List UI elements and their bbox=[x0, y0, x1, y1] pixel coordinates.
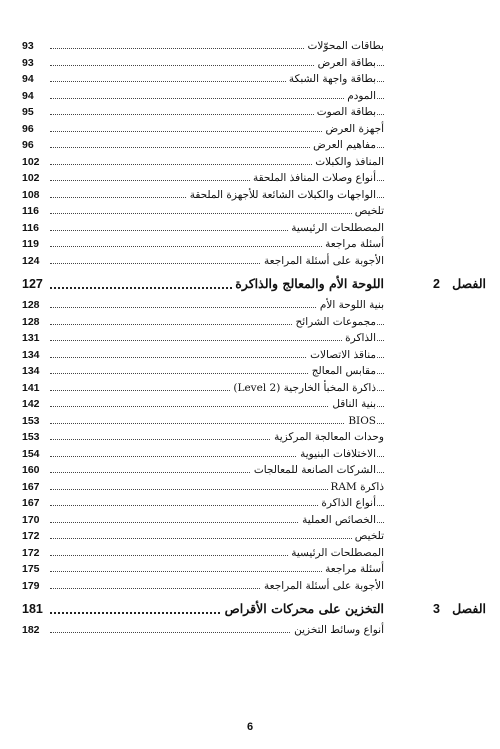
entry-page-number: 94 bbox=[22, 73, 34, 85]
toc-entry bbox=[22, 297, 482, 314]
toc-entry bbox=[22, 396, 482, 413]
entry-page-number: 172 bbox=[22, 530, 40, 542]
entry-title: أنواع وسائط التخزين bbox=[291, 622, 384, 638]
entry-title: أسئلة مراجعة bbox=[322, 236, 384, 252]
toc-entry bbox=[22, 446, 482, 463]
entry-title: الشركات الصانعة للمعالجات bbox=[251, 462, 376, 478]
entry-title: المصطلحات الرئيسية bbox=[288, 545, 384, 561]
entry-page-number: 175 bbox=[22, 563, 40, 575]
dot-leader bbox=[50, 213, 384, 214]
toc-entry bbox=[22, 137, 482, 154]
toc-entry bbox=[22, 104, 482, 121]
entry-title: BIOS bbox=[345, 413, 376, 429]
entry-page-number: 108 bbox=[22, 188, 40, 201]
toc-entry bbox=[22, 578, 482, 595]
entry-title: الخصائص العملية bbox=[299, 512, 376, 528]
entry-page-number: 116 bbox=[22, 205, 39, 217]
chapter-label: الفصل bbox=[452, 276, 486, 291]
entry-page-number: 179 bbox=[22, 579, 40, 592]
chapter-number: 2 bbox=[433, 277, 440, 291]
toc-entry bbox=[22, 363, 482, 380]
entry-title: الذاكرة bbox=[342, 330, 376, 346]
entry-title: بنية اللوحة الأم bbox=[317, 297, 384, 313]
entry-page-number: 154 bbox=[22, 447, 40, 460]
toc-entry bbox=[22, 479, 482, 496]
toc-chapter-entry bbox=[22, 273, 486, 297]
toc-chapter-entry bbox=[22, 598, 486, 622]
dot-leader bbox=[50, 98, 384, 99]
entry-title: ذاكرة المخبأ الخارجية (Level 2) bbox=[230, 380, 376, 396]
entry-page-number: 124 bbox=[22, 254, 40, 267]
entry-page-number: 128 bbox=[22, 315, 40, 328]
page-number: 6 bbox=[246, 721, 254, 733]
chapter-number: 3 bbox=[433, 602, 440, 616]
chapter-title: اللوحة الأم والمعالج والذاكرة bbox=[232, 273, 384, 295]
entry-page-number: 153 bbox=[22, 431, 40, 443]
entry-page-number: 119 bbox=[22, 238, 39, 250]
entry-title: الأجوبة على أسئلة المراجعة bbox=[261, 253, 384, 269]
dot-leader bbox=[50, 423, 384, 424]
toc-entry bbox=[22, 380, 482, 397]
entry-page-number: 167 bbox=[22, 480, 40, 493]
entry-title: بطاقة العرض bbox=[315, 55, 376, 71]
entry-title: أسئلة مراجعة bbox=[322, 561, 384, 577]
toc-entry bbox=[22, 561, 482, 578]
toc-entry bbox=[22, 330, 482, 347]
entry-title: أنواع وصلات المنافذ الملحقة bbox=[250, 170, 376, 186]
chapter-title: التخزين على محركات الأقراص bbox=[222, 598, 384, 620]
entry-page-number: 141 bbox=[22, 381, 40, 394]
toc-entry bbox=[22, 38, 482, 55]
toc-entry bbox=[22, 413, 482, 430]
entry-title: مفاهيم العرض bbox=[310, 137, 376, 153]
toc-entry bbox=[22, 512, 482, 529]
dot-leader bbox=[50, 538, 384, 539]
entry-page-number: 93 bbox=[22, 56, 34, 69]
entry-page-number: 160 bbox=[22, 464, 40, 476]
entry-page-number: 134 bbox=[22, 348, 40, 361]
entry-page-number: 153 bbox=[22, 414, 40, 427]
entry-page-number: 128 bbox=[22, 299, 40, 311]
entry-title: الواجهات والكبلات الشائعة للأجهزة الملحقة bbox=[187, 187, 376, 203]
entry-page-number: 142 bbox=[22, 398, 40, 410]
toc-entry bbox=[22, 187, 482, 204]
entry-page-number: 181 bbox=[22, 602, 43, 616]
entry-page-number: 102 bbox=[22, 155, 40, 168]
toc-entry bbox=[22, 253, 482, 270]
entry-page-number: 131 bbox=[22, 332, 40, 344]
entry-title: المنافذ والكبلات bbox=[312, 154, 384, 170]
toc-entry bbox=[22, 154, 482, 171]
entry-title: الاختلافات البنيوية bbox=[297, 446, 376, 462]
entry-page-number: 167 bbox=[22, 497, 40, 509]
toc-entry bbox=[22, 71, 482, 88]
entry-page-number: 95 bbox=[22, 106, 34, 118]
entry-page-number: 127 bbox=[22, 277, 43, 291]
entry-page-number: 94 bbox=[22, 89, 34, 102]
toc-entry bbox=[22, 347, 482, 364]
toc-entry bbox=[22, 55, 482, 72]
entry-page-number: 182 bbox=[22, 624, 40, 636]
toc-entry bbox=[22, 170, 482, 187]
toc-entry bbox=[22, 203, 482, 220]
entry-title: بطاقة الصوت bbox=[314, 104, 376, 120]
entry-title: تلخيص bbox=[352, 203, 384, 219]
entry-title: مقابس المعالج bbox=[309, 363, 376, 379]
entry-page-number: 116 bbox=[22, 221, 39, 234]
entry-page-number: 134 bbox=[22, 365, 40, 377]
entry-page-number: 102 bbox=[22, 172, 40, 184]
entry-title: بنية الناقل bbox=[329, 396, 376, 412]
toc-entry bbox=[22, 88, 482, 105]
entry-title: بطاقات المحوّلات bbox=[305, 38, 384, 54]
toc-entry bbox=[22, 220, 482, 237]
entry-title: وحدات المعالجة المركزية bbox=[271, 429, 384, 445]
entry-title: مناقذ الاتصالات bbox=[307, 347, 376, 363]
entry-page-number: 96 bbox=[22, 139, 34, 151]
toc-entry bbox=[22, 545, 482, 562]
toc-entry bbox=[22, 121, 482, 138]
toc-entry bbox=[22, 622, 482, 639]
toc-list bbox=[22, 38, 486, 639]
toc-entry bbox=[22, 314, 482, 331]
toc-entry bbox=[22, 429, 482, 446]
entry-title: تلخيص bbox=[352, 528, 384, 544]
entry-page-number: 93 bbox=[22, 40, 34, 52]
entry-page-number: 172 bbox=[22, 546, 40, 559]
entry-title: الأجوبة على أسئلة المراجعة bbox=[261, 578, 384, 594]
toc-entry bbox=[22, 462, 482, 479]
entry-page-number: 170 bbox=[22, 513, 40, 526]
entry-title: المودم bbox=[344, 88, 376, 104]
toc-entry bbox=[22, 528, 482, 545]
entry-title: المصطلحات الرئيسية bbox=[288, 220, 384, 236]
toc-entry bbox=[22, 236, 482, 253]
entry-title: ذاكرة RAM bbox=[328, 479, 384, 495]
entry-page-number: 96 bbox=[22, 122, 34, 135]
dot-leader bbox=[50, 340, 384, 341]
entry-title: مجموعات الشرائح bbox=[293, 314, 376, 330]
chapter-label: الفصل bbox=[452, 601, 486, 616]
entry-title: أنواع الذاكرة bbox=[318, 495, 376, 511]
entry-title: بطاقة واجهة الشبكة bbox=[286, 71, 376, 87]
toc-entry bbox=[22, 495, 482, 512]
entry-title: أجهزة العرض bbox=[322, 121, 384, 137]
